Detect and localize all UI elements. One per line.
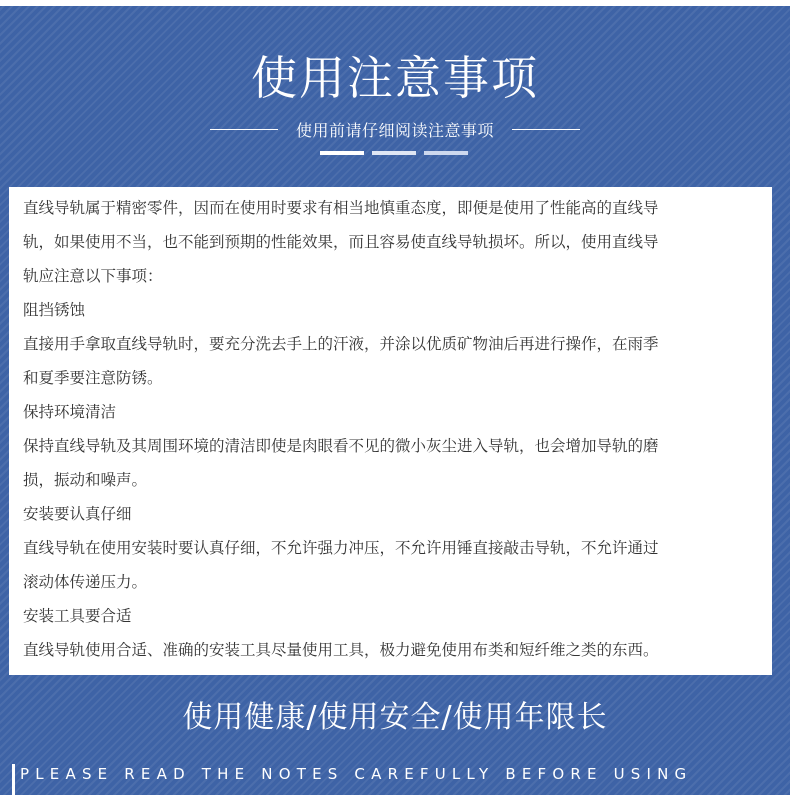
clean-environment-text: 保持直线导轨及其周围环境的清洁即使是肉眼看不见的微小灰尘进入导轨，也会增加导轨的磨 损，振动和噪声。	[23, 437, 659, 489]
intro-paragraph: 直线导轨属于精密零件，因而在使用时要求有相当地慎重态度，即便是使用了性能高的直线导 轨，如果使用不当，也不能到预期的性能效果，而且容易使直线导轨损坏。所以，使用直线导 轨应注意以下事项：	[23, 199, 659, 285]
dash-1	[320, 151, 364, 155]
heading-rust-prevention: 阻挡锈蚀	[23, 301, 86, 319]
content-panel	[9, 187, 772, 675]
subtitle-row	[0, 116, 790, 142]
careful-install-text: 直线导轨在使用安装时要认真仔细，不允许强力冲压，不允许用锤直接敲击导轨，不允许通过 滚动体传递压力。	[23, 539, 659, 591]
subtitle: 使用前请仔细阅读注意事项	[295, 120, 494, 140]
proper-tools-text: 直线导轨使用合适、准确的安装工具尽量使用工具，极力避免使用布类和短纤维之类的东西。	[23, 641, 659, 659]
dash-3	[424, 151, 468, 155]
page-title: 使用注意事项	[251, 51, 539, 105]
dash-2	[372, 151, 416, 155]
slogan: 使用健康/使用安全/使用年限长	[182, 700, 608, 735]
heading-clean-environment: 保持环境清洁	[23, 403, 117, 421]
subtitle-right-rule	[512, 129, 580, 130]
heading-proper-tools: 安装工具要合适	[23, 607, 132, 625]
subtitle-left-rule	[210, 129, 278, 130]
heading-careful-install: 安装要认真仔细	[23, 505, 132, 523]
decorative-dashes	[320, 151, 476, 155]
rust-prevention-text: 直接用手拿取直线导轨时，要充分洗去手上的汗液，并涂以优质矿物油后再进行操作，在雨季 和夏季要注意防锈。	[23, 335, 659, 387]
footer-english-text: PLEASE READ THE NOTES CAREFULLY BEFORE USING	[20, 765, 693, 783]
footer-accent-bar	[12, 764, 15, 795]
top-strip	[0, 0, 790, 6]
